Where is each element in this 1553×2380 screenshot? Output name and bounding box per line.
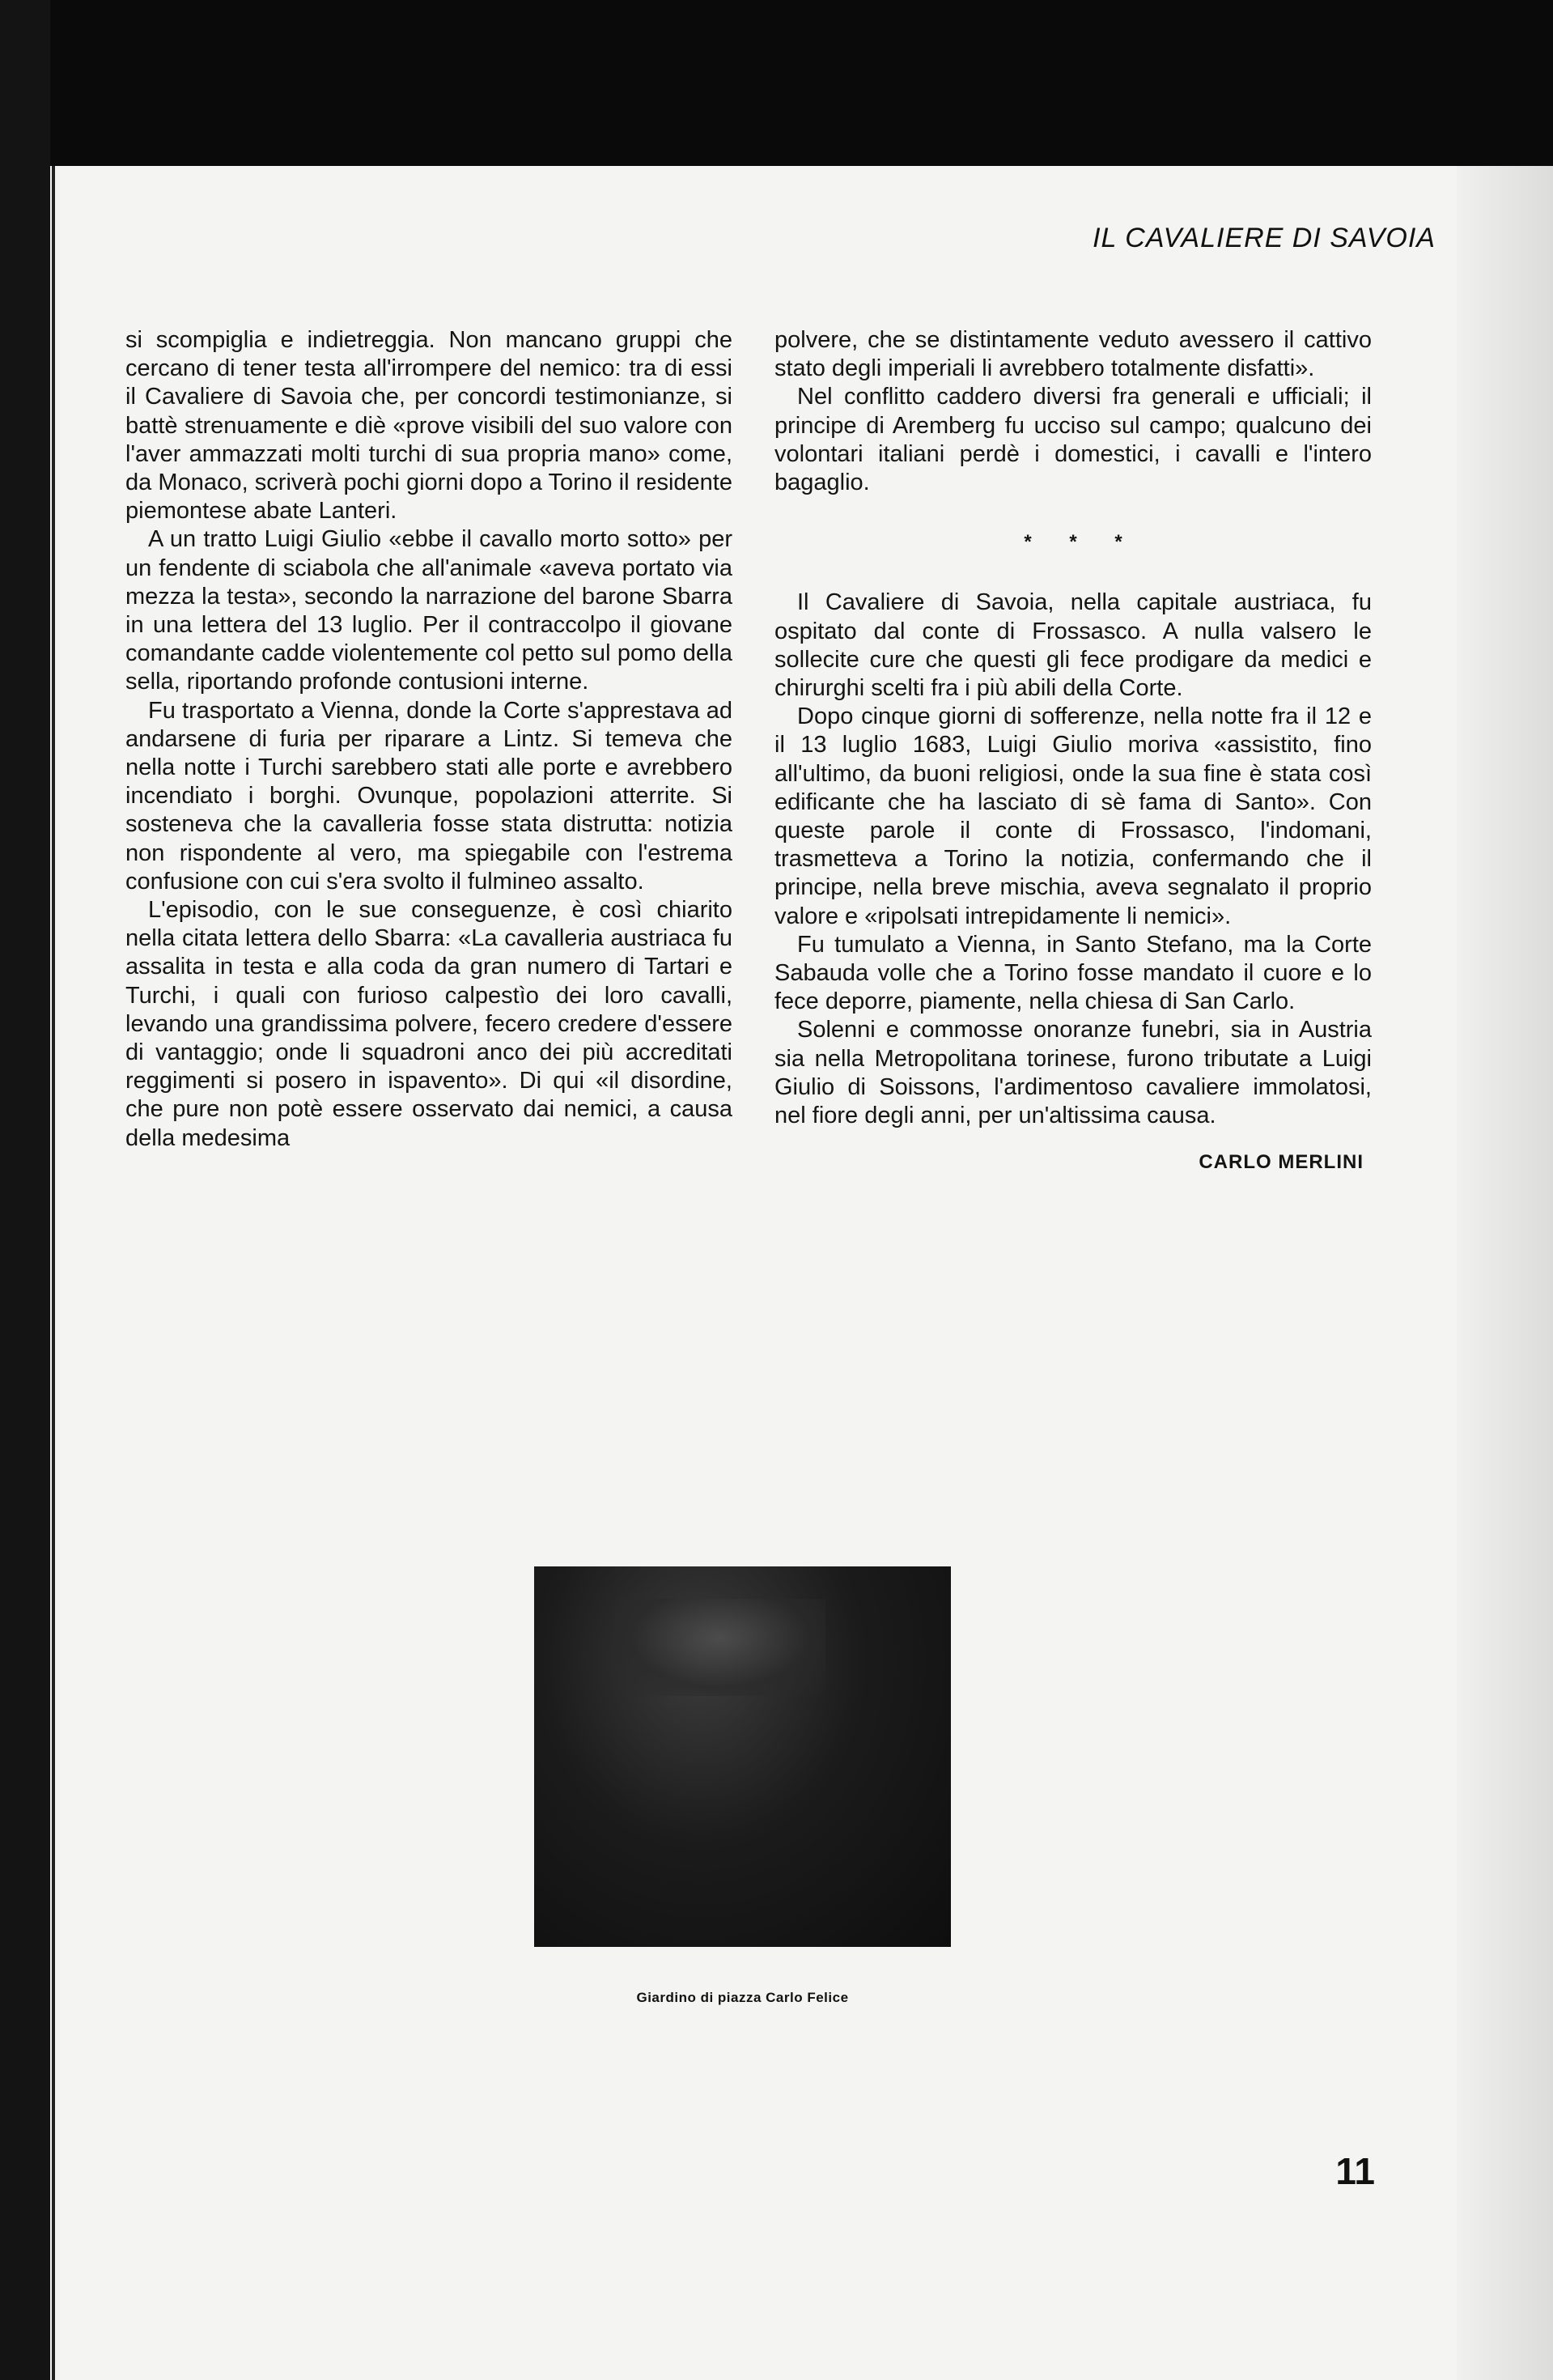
paragraph: Dopo cinque giorni di sofferenze, nella notte fra il 12 e il 13 luglio 1683, Luigi Giulio moriva «assistito, fino all'ultimo, da buoni religiosi, onde la sua fine è stata così edificante che ha lasciato di sè fama di Santo». Con queste parole il conte di Frossasco, l'indomani, trasmetteva a Torino la notizia, confermando che il principe, nella breve mischia, aveva segnalato il proprio valore e «ripolsati intrepidamente li nemici».: [774, 703, 1372, 929]
photo-highlight: [615, 1599, 825, 1696]
section-separator: * * *: [1024, 531, 1139, 554]
running-head: IL CAVALIERE DI SAVOIA: [1093, 223, 1436, 253]
page-edge-shadow: [1457, 166, 1553, 2380]
left-column: [125, 326, 732, 1153]
paragraph: Il Cavaliere di Savoia, nella capitale austriaca, fu ospitato dal conte di Frossasco. A nulla valsero le sollecite cure che questi gli fece prodigare da medici e chirurghi scelti fra i più abili della Corte.: [774, 589, 1372, 702]
paragraph: Solenni e commosse onoranze funebri, sia in Austria sia nella Metropolitana torinese, furono tributate a Luigi Giulio di Soissons, l'ardimentoso cavaliere immolatosi, nel fiore degli anni, per un'altissima causa.: [774, 1017, 1372, 1129]
paragraph: Fu tumulato a Vienna, in Santo Stefano, ma la Corte Sabauda volle che a Torino fosse mandato il cuore e lo fece deporre, piamente, nella chiesa di San Carlo.: [774, 931, 1372, 1015]
photo-caption: Giardino di piazza Carlo Felice: [636, 1990, 849, 2005]
paragraph: Fu trasportato a Vienna, donde la Corte s'apprestava ad andarsene di furia per riparare a Lintz. Si temeva che nella notte i Turchi sarebbero stati alle porte e avrebbero incendiato i borghi. Ovunque, popolazioni atterrite. Si sosteneva che la cavalleria fosse stata distrutta: notizia non rispondente al vero, ma spiegabile con l'estrema confusione con cui s'era svolto il fulmineo assalto.: [125, 697, 732, 895]
paragraph: L'episodio, con le sue conseguenze, è così chiarito nella citata lettera dello Sbarra: «La cavalleria austriaca fu assalita in testa e alla coda da gran numero di Tartari e Turchi, i quali con furioso calpestìo dei loro cavalli, levando una grandissima polvere, fecero credere d'essere di vantaggio; onde li squadroni anco dei più accreditati reggimenti si posero in ispavento». Di qui «il disordine, che pure non potè essere osservato dai nemici, a causa della medesima: [125, 897, 732, 1151]
paragraph: A un tratto Luigi Giulio «ebbe il cavallo morto sotto» per un fendente di sciabola che all'animale «aveva portato via mezza la testa», secondo la narrazione del barone Sbarra in una lettera del 13 luglio. Per il contraccolpo il giovane comandante cadde violentemente col petto sul pomo della sella, riportando profonde contusioni interne.: [125, 526, 732, 695]
page-number: 11: [1335, 2150, 1375, 2192]
author-signature: CARLO MERLINI: [1199, 1151, 1364, 1174]
photograph: [534, 1566, 951, 1947]
paragraph: si scompiglia e indietreggia. Non mancano gruppi che cercano di tener testa all'irrompere del nemico: tra di essi il Cavaliere di Savoia che, per concordi testimonianze, si battè strenuamente e diè «prove visibili del suo valore con l'aver ammazzati molti turchi di sua propria mano» come, da Monaco, scriverà pochi giorni dopo a Torino il residente piemontese abate Lanteri.: [125, 327, 732, 525]
paragraph: Nel conflitto caddero diversi fra generali e ufficiali; il principe di Aremberg fu ucciso sul campo; qualcuno dei volontari italiani perdè i domestici, i cavalli e l'intero bagaglio.: [774, 384, 1372, 496]
margin-rule: [52, 166, 55, 2380]
scan-background-top: [0, 0, 1553, 166]
paragraph: polvere, che se distintamente veduto avessero il cattivo stato degli imperiali li avrebbero totalmente disfatti».: [774, 327, 1372, 382]
right-column: [774, 326, 1372, 1176]
scan-background-left: [0, 0, 50, 2380]
